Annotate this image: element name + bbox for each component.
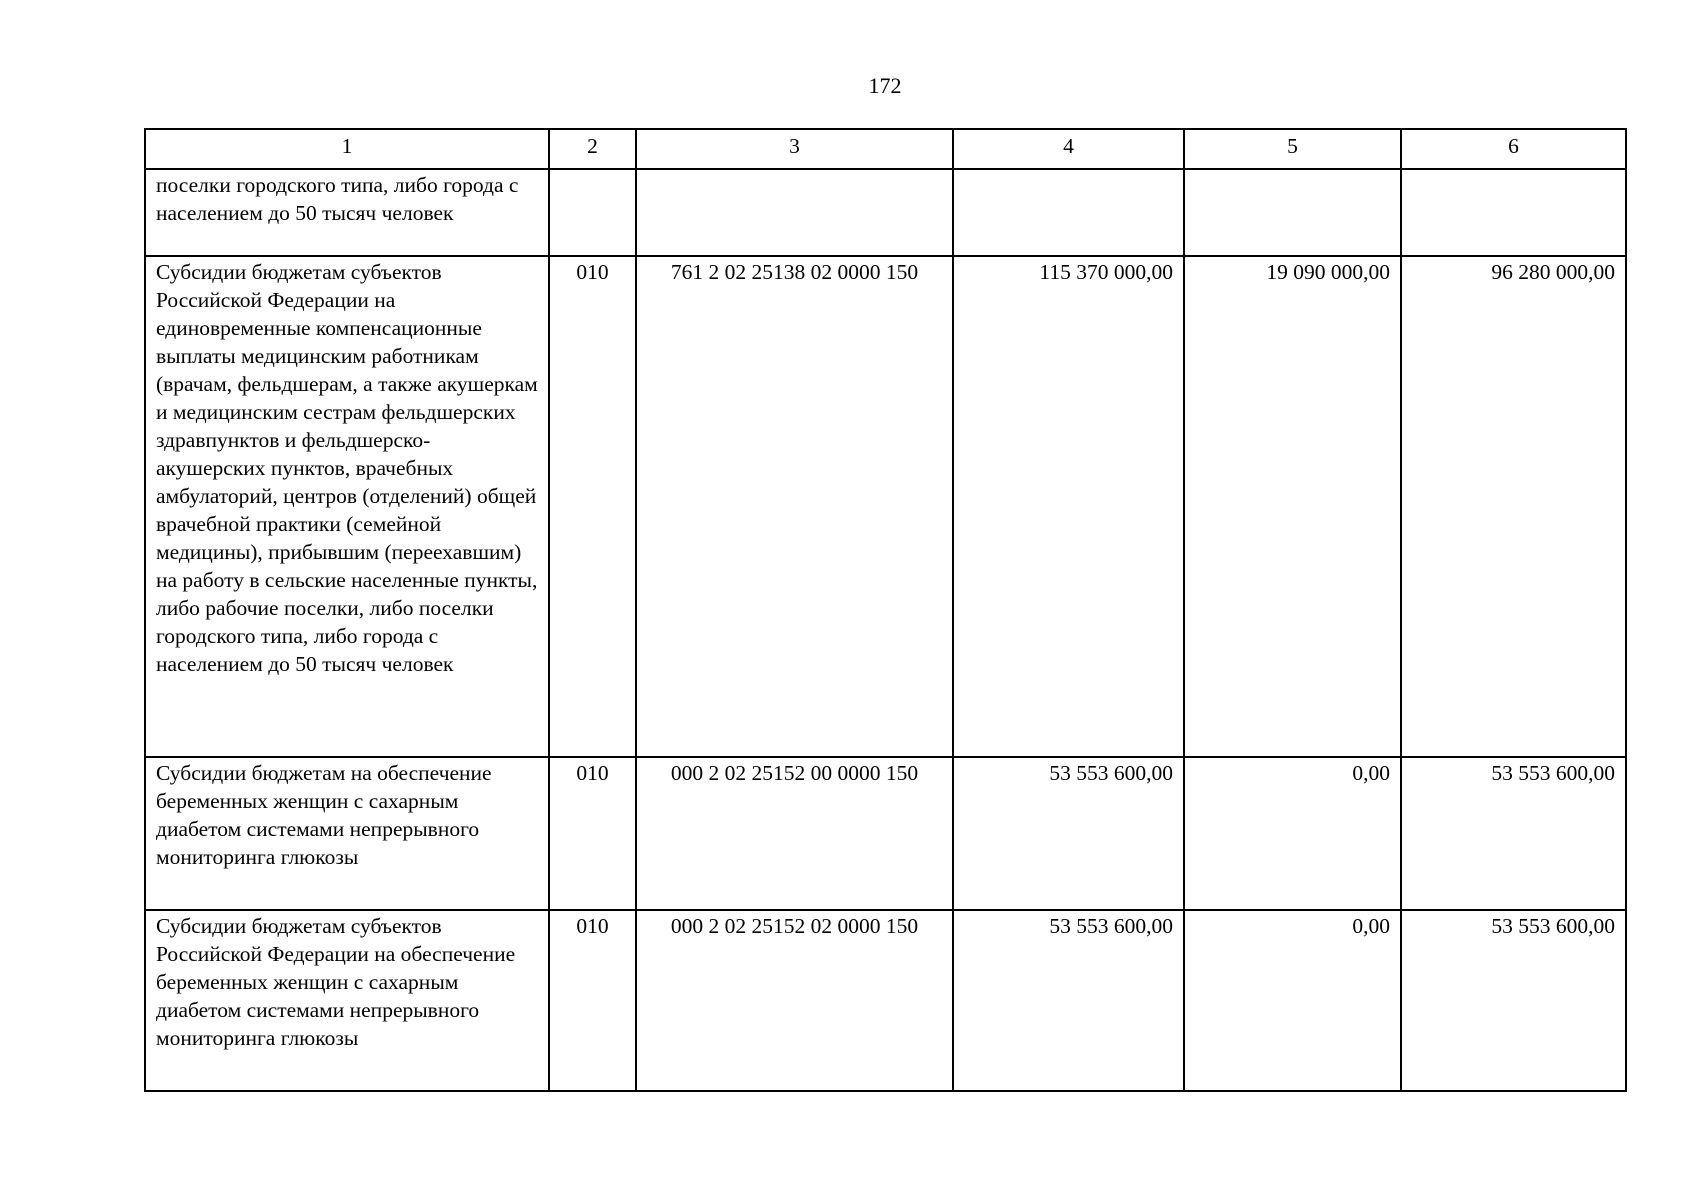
budget-table	[144, 128, 1627, 1092]
row-value6-cell: 96 280 000,00	[1401, 256, 1626, 757]
header-col-2: 2	[549, 129, 636, 169]
header-col-4: 4	[953, 129, 1184, 169]
row-kbk-cell: 000 2 02 25152 02 0000 150	[636, 910, 953, 1091]
row-value6-cell: 53 553 600,00	[1401, 757, 1626, 910]
row-name-cell: Субсидии бюджетам субъектов Российской Федерации на обеспечение беременных женщин с сахарным диабетом системами непрерывного мониторинга глюкозы	[145, 910, 549, 1091]
row-name-cell: поселки городского типа, либо города с населением до 50 тысяч человек	[145, 169, 549, 256]
row-value4-cell: 115 370 000,00	[953, 256, 1184, 757]
table-body	[145, 169, 1626, 1091]
header-col-6: 6	[1401, 129, 1626, 169]
row-value5-cell	[1184, 169, 1401, 256]
header-col-3: 3	[636, 129, 953, 169]
row-name-cell: Субсидии бюджетам на обеспечение беременных женщин с сахарным диабетом системами непрерывного мониторинга глюкозы	[145, 757, 549, 910]
page-number: 172	[868, 73, 902, 98]
table-row	[145, 757, 1626, 910]
table-row	[145, 169, 1626, 256]
row-value4-cell: 53 553 600,00	[953, 910, 1184, 1091]
row-value6-cell	[1401, 169, 1626, 256]
row-name-cell: Субсидии бюджетам субъектов Российской Федерации на единовременные компенсационные выплаты медицинским работникам (врачам, фельдшерам, а также акушеркам и медицинским сестрам фельдшерских здравпунктов и фельдшерско-акушерских пунктов, врачебных амбулаторий, центров (отделений) общей врачебной практики (семейной медицины), прибывшим (переехавшим) на работу в сельские населенные пункты, либо рабочие поселки, либо поселки городского типа, либо города с населением до 50 тысяч человек	[145, 256, 549, 757]
row-code-cell: 010	[549, 757, 636, 910]
table-row	[145, 256, 1626, 757]
header-col-5: 5	[1184, 129, 1401, 169]
row-kbk-cell: 000 2 02 25152 00 0000 150	[636, 757, 953, 910]
row-code-cell: 010	[549, 256, 636, 757]
header-row	[145, 129, 1626, 169]
row-kbk-cell: 761 2 02 25138 02 0000 150	[636, 256, 953, 757]
row-value5-cell: 0,00	[1184, 757, 1401, 910]
row-code-cell: 010	[549, 910, 636, 1091]
table-row	[145, 910, 1626, 1091]
row-value4-cell: 53 553 600,00	[953, 757, 1184, 910]
table-header	[145, 129, 1626, 169]
row-value5-cell: 0,00	[1184, 910, 1401, 1091]
row-value4-cell	[953, 169, 1184, 256]
row-kbk-cell	[636, 169, 953, 256]
row-code-cell	[549, 169, 636, 256]
row-value5-cell: 19 090 000,00	[1184, 256, 1401, 757]
header-col-1: 1	[145, 129, 549, 169]
row-value6-cell: 53 553 600,00	[1401, 910, 1626, 1091]
